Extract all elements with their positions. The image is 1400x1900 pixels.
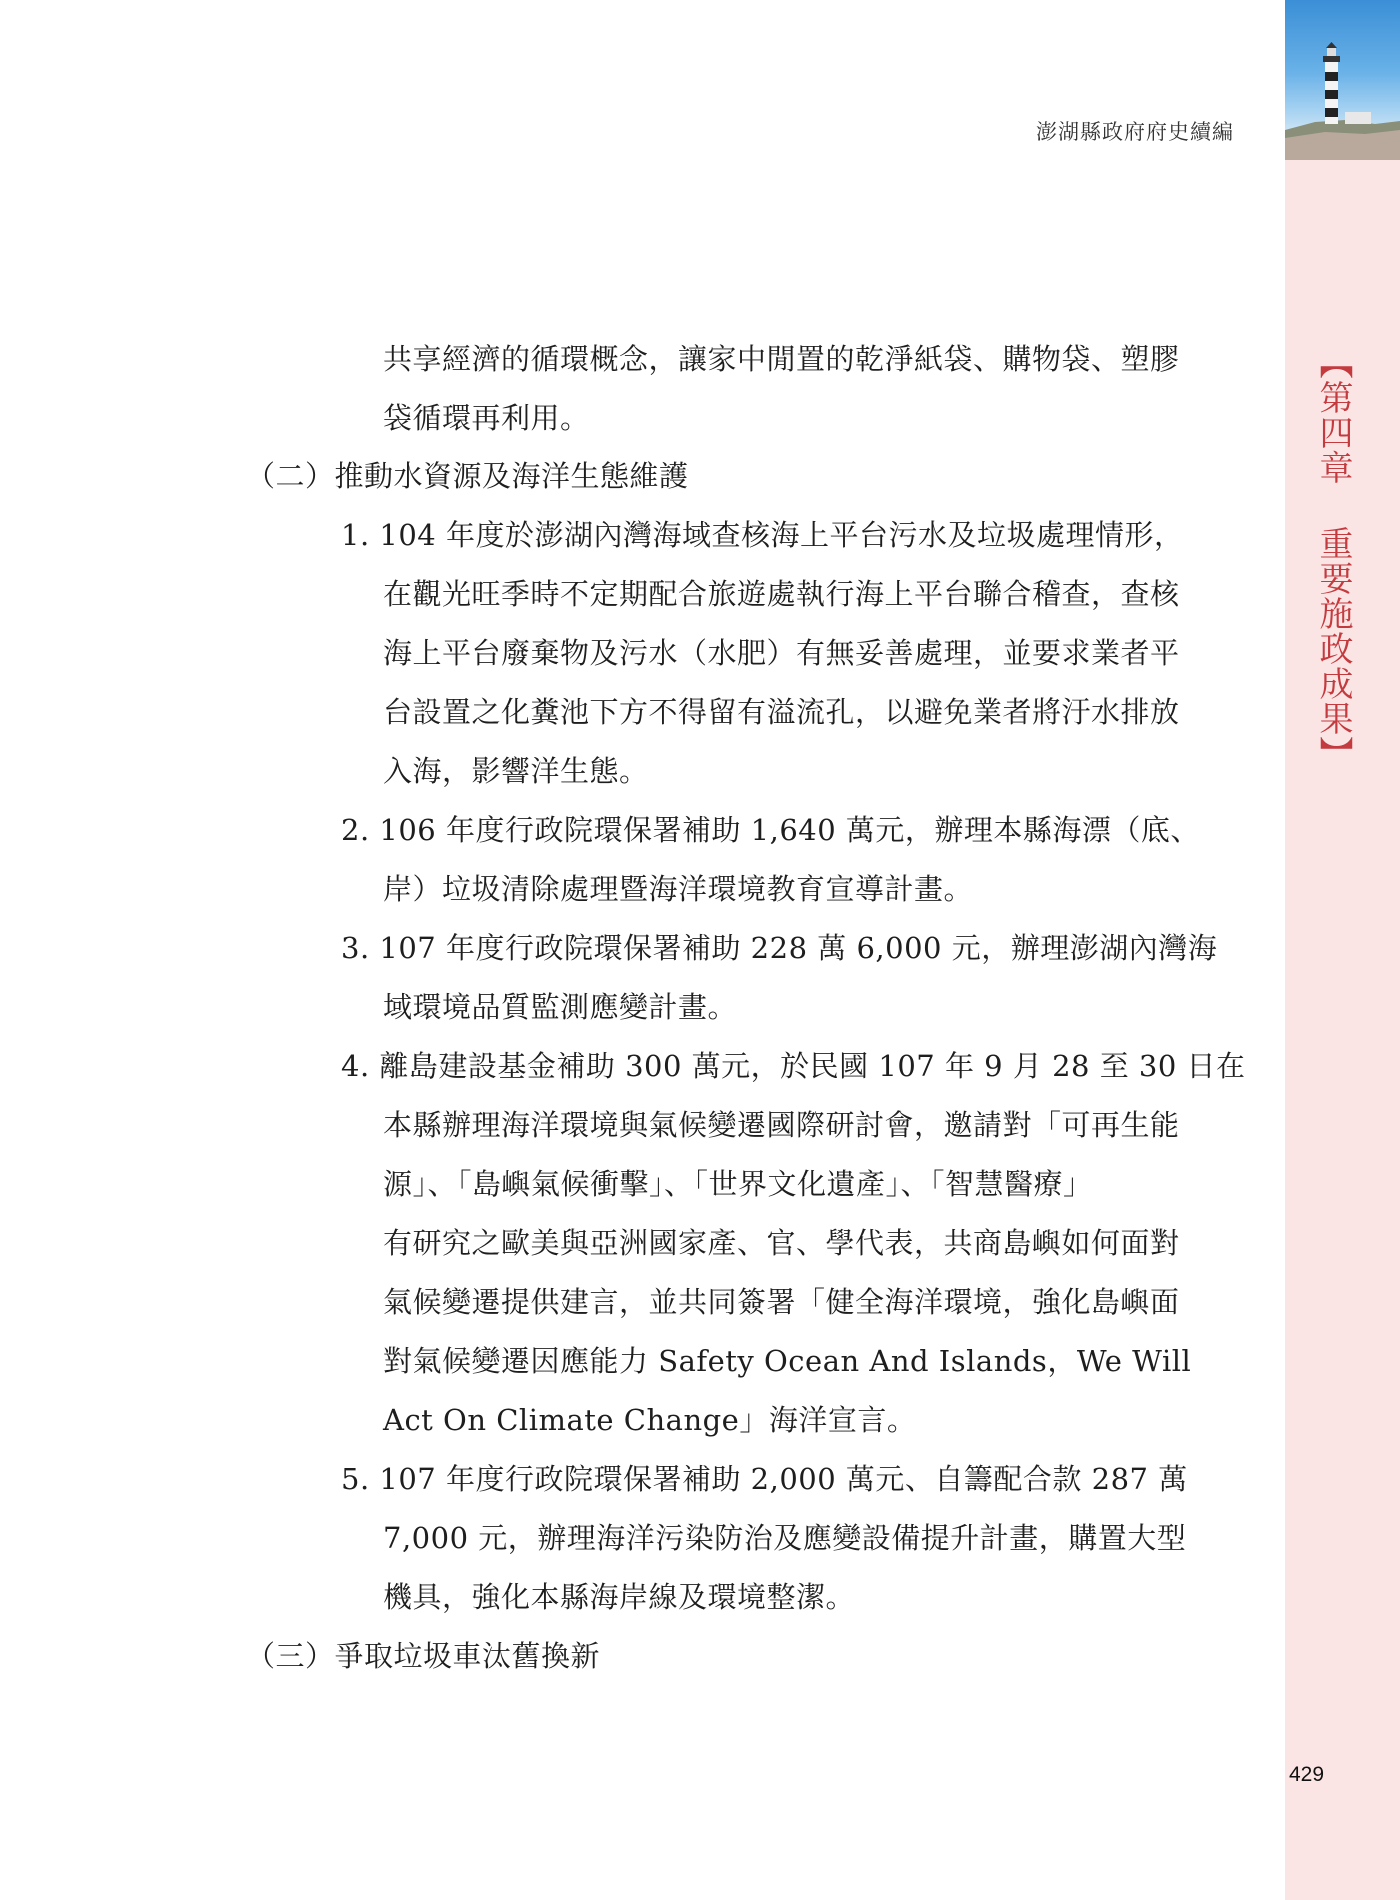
list-item-line: 海上平台廢棄物及污水（水肥）有無妥善處理，並要求業者平 — [383, 636, 1180, 670]
list-item-line: 有研究之歐美與亞洲國家產、官、學代表，共商島嶼如何面對 — [383, 1226, 1180, 1260]
list-item-line: 5. 107 年度行政院環保署補助 2,000 萬元、自籌配合款 287 萬 — [341, 1462, 1188, 1496]
list-item-line: 岸）垃圾清除處理暨海洋環境教育宣導計畫。 — [383, 872, 974, 906]
paragraph-line: 共享經濟的循環概念，讓家中閒置的乾淨紙袋、購物袋、塑膠 — [383, 342, 1180, 376]
page-number: 429 — [1289, 1763, 1325, 1786]
list-item-line: 源」、「島嶼氣候衝擊」、「世界文化遺產」、「智慧醫療」 — [383, 1167, 1093, 1201]
running-head: 澎湖縣政府府史續編 — [1036, 120, 1234, 144]
paragraph-line: 袋循環再利用。 — [383, 401, 590, 435]
list-item-line: 3. 107 年度行政院環保署補助 228 萬 6,000 元，辦理澎湖內灣海 — [341, 931, 1218, 965]
list-item-line: 2. 106 年度行政院環保署補助 1,640 萬元，辦理本縣海漂（底、 — [341, 813, 1200, 847]
list-item-line: 機具，強化本縣海岸線及環境整潔。 — [383, 1580, 856, 1614]
list-item-line: 對氣候變遷因應能力 Safety Ocean And Islands，We Will — [383, 1344, 1192, 1378]
side-band — [1285, 0, 1400, 1900]
list-item-line: 域環境品質監測應變計畫。 — [383, 990, 738, 1024]
list-item-line: 氣候變遷提供建言，並共同簽署「健全海洋環境，強化島嶼面 — [383, 1285, 1180, 1319]
lighthouse-photo — [1285, 0, 1400, 160]
list-item-line: 入海，影響洋生態。 — [383, 754, 649, 788]
list-item-line: 4. 離島建設基金補助 300 萬元，於民國 107 年 9 月 28 至 30 日在 — [341, 1049, 1246, 1083]
list-item-line: 7,000 元，辦理海洋污染防治及應變設備提升計畫，購置大型 — [383, 1521, 1187, 1555]
section-heading: （二）推動水資源及海洋生態維護 — [246, 459, 689, 493]
list-item-line: 1. 104 年度於澎湖內灣海域查核海上平台污水及垃圾處理情形， — [341, 518, 1184, 552]
list-item-line: Act On Climate Change」海洋宣言。 — [383, 1403, 917, 1437]
list-item-line: 本縣辦理海洋環境與氣候變遷國際研討會，邀請對「可再生能 — [383, 1108, 1180, 1142]
list-item-line: 在觀光旺季時不定期配合旅遊處執行海上平台聯合稽查，查核 — [383, 577, 1180, 611]
chapter-tab: 【第四章 重要施政成果】 — [1313, 345, 1353, 771]
list-item-line: 台設置之化糞池下方不得留有溢流孔，以避免業者將汙水排放 — [383, 695, 1180, 729]
section-heading: （三）爭取垃圾車汰舊換新 — [246, 1639, 601, 1673]
